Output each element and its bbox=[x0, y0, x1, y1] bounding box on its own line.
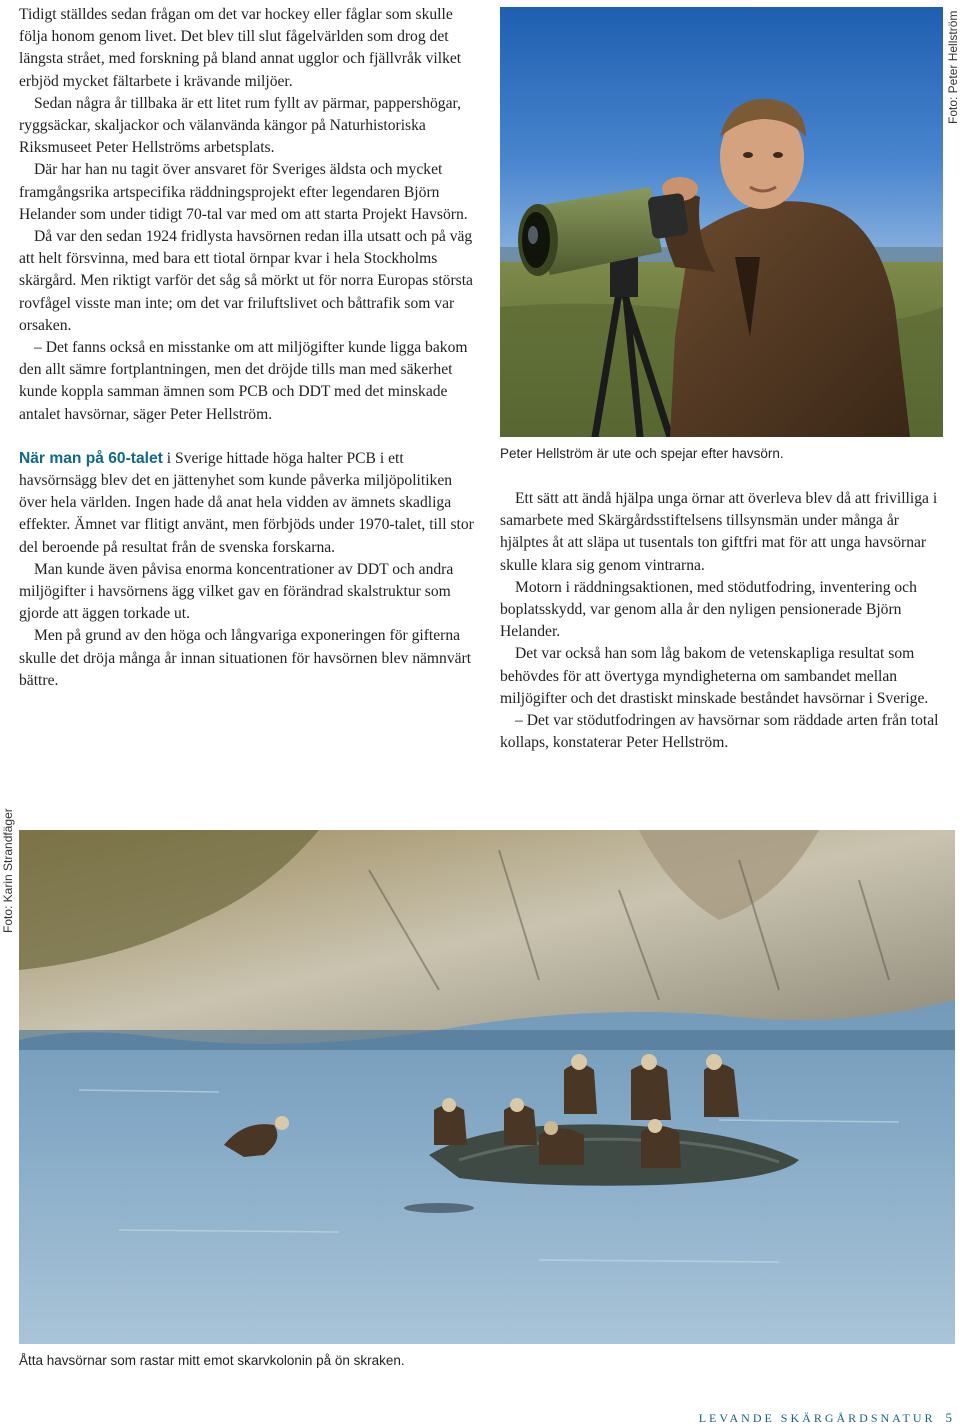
photo-man-with-spotting-scope bbox=[500, 7, 943, 437]
paragraph: Då var den sedan 1924 fridlysta havsörnen redan illa utsatt och på väg att helt försvinna, med bara ett tiotal örnpar kvar i hela Stockholms skärgård. Men riktigt varför det såg så mörkt ut för norra Europas största rovfågel visste man inte; om det var friluftslivet och båttrafik som var orsaken. bbox=[19, 228, 473, 334]
page-footer bbox=[699, 1410, 952, 1426]
paragraph: – Det var stödutfodringen av havsörnar som räddade arten från total kollaps, konstaterar Peter Hellström. bbox=[500, 712, 939, 752]
paragraph: Motorn i räddningsaktionen, med stödutfodring, inventering och boplatsskydd, var genom alla år den nyligen pensionerade Björn Helander. bbox=[500, 578, 917, 641]
paragraph: Tidigt ställdes sedan frågan om det var hockey eller fåglar som skulle följa honom genom livet. Det blev till slut fågelvärlden som drog det längsta strået, med forskning på bland annat ugglor och fjällvråk vilket erbjöd mycket fältarbete i krävande miljöer. bbox=[19, 6, 462, 90]
paragraph: – Det fanns också en misstanke om att miljögifter kunde ligga bakom den allt sämre fortplantningen, men det dröjde tills man med säkerhet kunde koppla samman ämnen som PCB och DDT med det minskade antalet havsörnar, säger Peter Hellström. bbox=[19, 339, 468, 423]
paragraph: Det var också han som låg bakom de vetenskapliga resultat som behövdes för att övertyga myndigheterna om sambandet mellan miljögifter och det drastiskt minskade beståndet havsörnar i Sverige. bbox=[500, 645, 929, 707]
paragraph: Men på grund av den höga och långvariga exponeringen för gifterna skulle det dröja många år innan situationen för havsörnen blev nämnvärt bättre. bbox=[19, 627, 472, 689]
section-lead-paragraph bbox=[19, 448, 475, 559]
photo-credit: Foto: Karin Strandfäger bbox=[1, 808, 15, 933]
section-lead-in: När man på 60-talet bbox=[19, 449, 163, 467]
photo-caption: Peter Hellström är ute och spejar efter havsörn. bbox=[500, 446, 784, 461]
paragraph: Man kunde även påvisa enorma koncentrationer av DDT och andra miljögifter i havsörnens ägg vilket gav en förändrad skalstruktur som gjorde att äggen torkade ut. bbox=[19, 560, 454, 623]
paragraph: Sedan några år tillbaka är ett litet rum fyllt av pärmar, pappershögar, ryggsäckar, skaljackor och välanvända kängor på Naturhistoriska Riksmuseet Peter Hellströms arbetsplats. bbox=[19, 94, 461, 157]
left-text-column bbox=[19, 4, 475, 692]
magazine-name: LEVANDE SKÄRGÅRDSNATUR bbox=[698, 1411, 936, 1425]
photo-credit: Foto: Peter Hellström bbox=[946, 10, 960, 124]
photo-illustration bbox=[500, 7, 943, 437]
right-text-column bbox=[500, 488, 944, 754]
photo-eagles-on-rock bbox=[19, 830, 955, 1344]
page-number: 5 bbox=[945, 1410, 952, 1425]
paragraph: Ett sätt att ändå hjälpa unga örnar att överleva blev då att frivilliga i samarbete med Skärgårdsstiftelsens tillsynsmän under många år hjälptes åt att släpa ut tusentals ton giftfri mat för att unga havsörnar skulle klara sig genom vintrarna. bbox=[500, 490, 938, 574]
paragraph-text: i Sverige hittade höga halter PCB i ett havsörnsägg blev det en jättenyhet som kunde påverka miljöpolitiken över hela världen. Ingen hade då anat hela vidden av ämnets skadliga effekter. Ämnet var flitigt använt, men förbjöds under 1970-talet, till stor del beroende på resultat från de svenska forskarna. bbox=[19, 449, 474, 556]
photo-caption: Åtta havsörnar som rastar mitt emot skarvkolonin på ön skraken. bbox=[19, 1353, 405, 1368]
photo-illustration bbox=[19, 830, 955, 1344]
paragraph: Där har han nu tagit över ansvaret för Sveriges äldsta och mycket framgångsrika artspecifika räddningsprojekt efter legendaren Björn Helander som under tidigt 70-tal var med om att starta Projekt Havsörn. bbox=[19, 161, 468, 223]
